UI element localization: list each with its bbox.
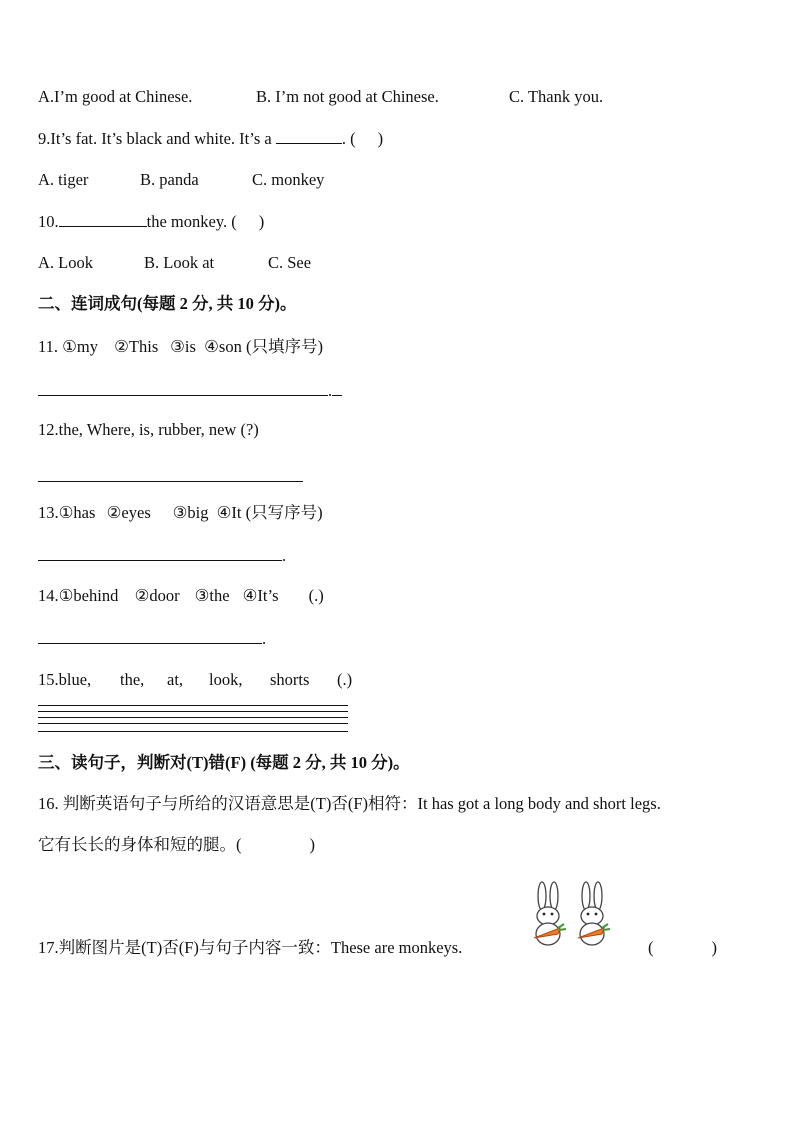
q12-answer-line[interactable]	[38, 481, 303, 482]
question-11	[38, 336, 323, 358]
q10-option-c: C. See	[268, 253, 312, 272]
q17-answer-paren[interactable]	[648, 937, 717, 959]
q11-word-4: ④son	[204, 337, 242, 356]
section-2-heading: 二、连词成句(每题 2 分, 共 10 分)。	[38, 294, 297, 313]
q14-word-2: ②door	[134, 586, 180, 605]
q17-close: )	[711, 938, 717, 957]
q15-word-3: look,	[209, 670, 243, 689]
q13-period: .	[282, 546, 287, 565]
q11-word-2: ②This	[114, 337, 159, 356]
q13-note: (只写序号)	[245, 503, 323, 522]
q10-option-b: B. Look at	[144, 253, 215, 272]
rabbits-image	[528, 880, 620, 950]
q15-word-4: shorts	[270, 670, 310, 689]
q8-option-a: A.I’m good at Chinese.	[38, 87, 193, 106]
q9-option-b: B. panda	[140, 170, 199, 189]
q15-answer-line-1[interactable]	[38, 705, 348, 706]
q10-option-a: A. Look	[38, 253, 93, 272]
q9-option-a: A. tiger	[38, 170, 89, 189]
q10-options	[38, 252, 311, 274]
q17-open: (	[648, 938, 654, 957]
q11-period: .	[328, 381, 333, 400]
q13-word-3: ③big	[172, 503, 209, 522]
q15-answer-line-3[interactable]	[38, 717, 348, 718]
q14-answer-row	[38, 628, 266, 650]
q9-suffix: . (	[341, 129, 356, 148]
rabbit-icon	[578, 882, 610, 945]
q14-word-3: ③the	[194, 586, 230, 605]
question-10	[38, 211, 264, 233]
q13-word-4: ④It	[216, 503, 242, 522]
q9-option-c: C. monkey	[252, 170, 325, 189]
q14-word-4: ④It’s	[242, 586, 279, 605]
question-12: 12.the, Where, is, rubber, new (?)	[38, 420, 259, 439]
q15-note: (.)	[337, 670, 353, 689]
q13-word-1: ①has	[58, 503, 96, 522]
q14-answer-line[interactable]	[38, 629, 262, 644]
q11-answer-line[interactable]	[38, 381, 328, 396]
question-16: 16. 判断英语句子与所给的汉语意思是(T)否(F)相符：It has got a long body and short legs.	[38, 794, 661, 813]
q16-close: )	[309, 835, 315, 854]
q8-option-c: C. Thank you.	[509, 87, 604, 106]
q13-word-2: ②eyes	[106, 503, 151, 522]
q9-close: )	[377, 129, 384, 148]
q15-word-1: the,	[120, 670, 145, 689]
q15-answer-line-2[interactable]	[38, 711, 348, 712]
q11-number: 11.	[38, 337, 59, 356]
question-13	[38, 502, 323, 524]
q9-text: 9.It’s fat. It’s black and white. It’s a	[38, 129, 272, 148]
q10-close: )	[258, 212, 265, 231]
q9-answer-blank[interactable]	[276, 129, 342, 144]
question-15	[38, 669, 352, 691]
q13-answer-row	[38, 545, 286, 567]
q10-answer-blank[interactable]	[59, 212, 147, 227]
question-9	[38, 128, 383, 150]
q11-answer-row	[38, 380, 342, 402]
q16-chinese: 它有长长的身体和短的腿。(	[38, 835, 242, 854]
q11-note: (只填序号)	[245, 337, 323, 356]
q8-option-b: B. I’m not good at Chinese.	[256, 87, 439, 106]
question-16-line-2	[38, 834, 315, 856]
q15-word-2: at,	[167, 670, 184, 689]
q14-note: (.)	[308, 586, 324, 605]
q11-line-tail	[332, 381, 342, 396]
q9-options	[38, 169, 324, 191]
q15-answer-line-5[interactable]	[38, 731, 348, 732]
q13-answer-line[interactable]	[38, 546, 282, 561]
q14-period: .	[262, 629, 267, 648]
question-17: 17.判断图片是(T)否(F)与句子内容一致：These are monkeys.	[38, 938, 463, 957]
rabbit-icon	[534, 882, 566, 945]
q15-answer-line-4[interactable]	[38, 723, 348, 724]
q10-number: 10.	[38, 212, 59, 231]
q15-number: 15.blue,	[38, 670, 92, 689]
q8-options	[38, 86, 603, 108]
q10-text: the monkey. (	[146, 212, 237, 231]
question-14	[38, 585, 324, 607]
q14-number: 14.	[38, 586, 59, 605]
section-3-heading: 三、读句子，判断对(T)错(F) (每题 2 分, 共 10 分)。	[38, 753, 410, 772]
q11-word-1: ①my	[62, 337, 99, 356]
q14-word-1: ①behind	[58, 586, 119, 605]
q13-number: 13.	[38, 503, 59, 522]
q11-word-3: ③is	[170, 337, 196, 356]
